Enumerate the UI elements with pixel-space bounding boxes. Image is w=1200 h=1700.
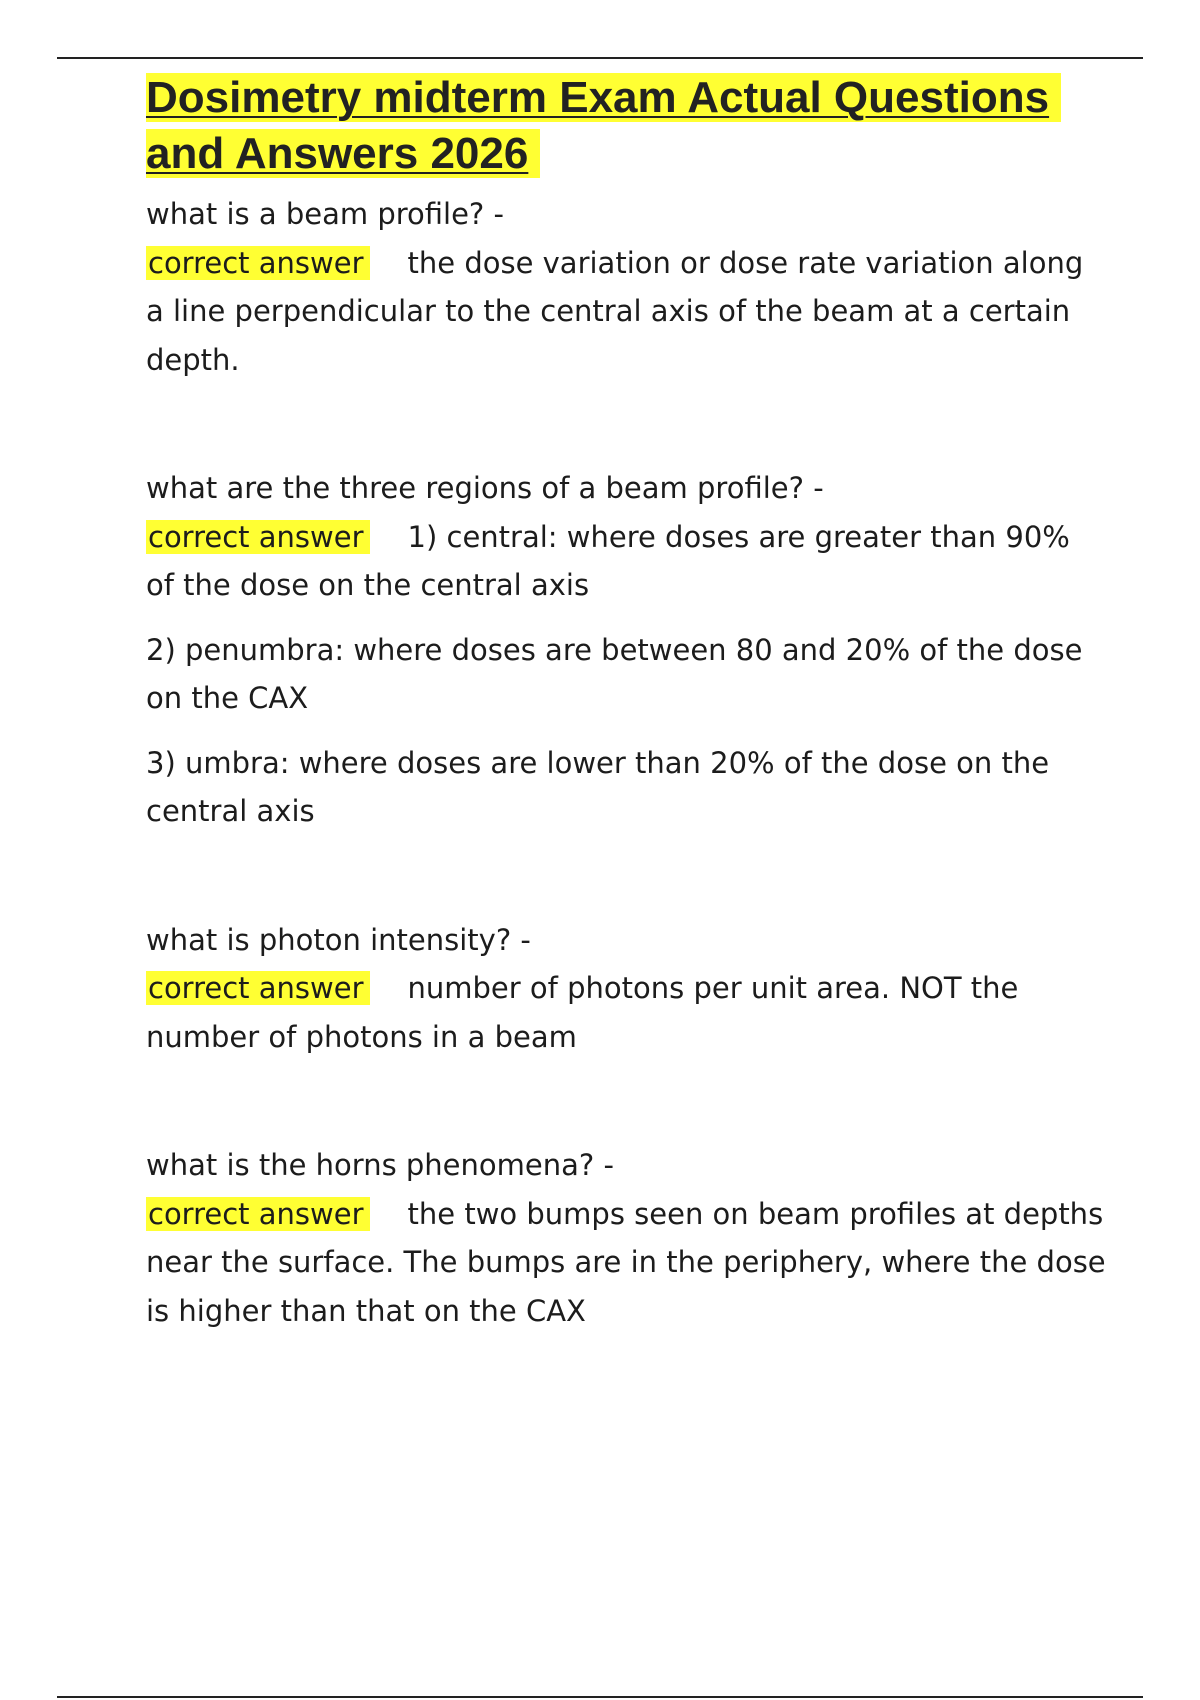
answer-paragraph [146, 513, 1106, 610]
qa-block-4 [146, 1141, 1106, 1335]
qa-block-3 [146, 916, 1106, 1062]
answer-continuation: 3) umbra: where doses are lower than 20% of the dose on the central axis [146, 745, 1050, 828]
answer-text: number of photons per unit area. NOT the number of photons in a beam [146, 971, 1019, 1054]
document-title [146, 70, 1106, 182]
question-text: what are the three regions of a beam profile? - [146, 471, 824, 505]
correct-answer-label: correct answer [146, 246, 370, 280]
correct-answer-label: correct answer [146, 1197, 370, 1231]
title-highlight: Dosimetry midterm Exam Actual Questions and Answers 2026 [146, 73, 1061, 178]
header-rule [57, 57, 1143, 59]
footer-rule [57, 1696, 1143, 1698]
answer-continuation: 2) penumbra: where doses are between 80 and 20% of the dose on the CAX [146, 632, 1083, 715]
answer-text: the two bumps seen on beam profiles at depths near the surface. The bumps are in the periphery, where the dose is higher than that on the CAX [146, 1196, 1106, 1328]
question-text: what is a beam profile? - [146, 197, 504, 231]
answer-paragraph [146, 239, 1106, 385]
answer-text: 1) central: where doses are greater than 90% of the dose on the central axis [146, 519, 1070, 602]
correct-answer-label: correct answer [146, 520, 370, 554]
correct-answer-label: correct answer [146, 971, 370, 1005]
qa-block-2 [146, 464, 1106, 836]
answer-paragraph [146, 964, 1106, 1061]
answer-paragraph [146, 1190, 1106, 1336]
answer-text: the dose variation or dose rate variation along a line perpendicular to the central axis of the beam at a certain depth. [146, 245, 1084, 377]
question-text: what is photon intensity? - [146, 922, 531, 957]
document-body [146, 70, 1106, 1335]
question-text: what is the horns phenomena? - [146, 1148, 614, 1182]
qa-block-1 [146, 190, 1106, 384]
